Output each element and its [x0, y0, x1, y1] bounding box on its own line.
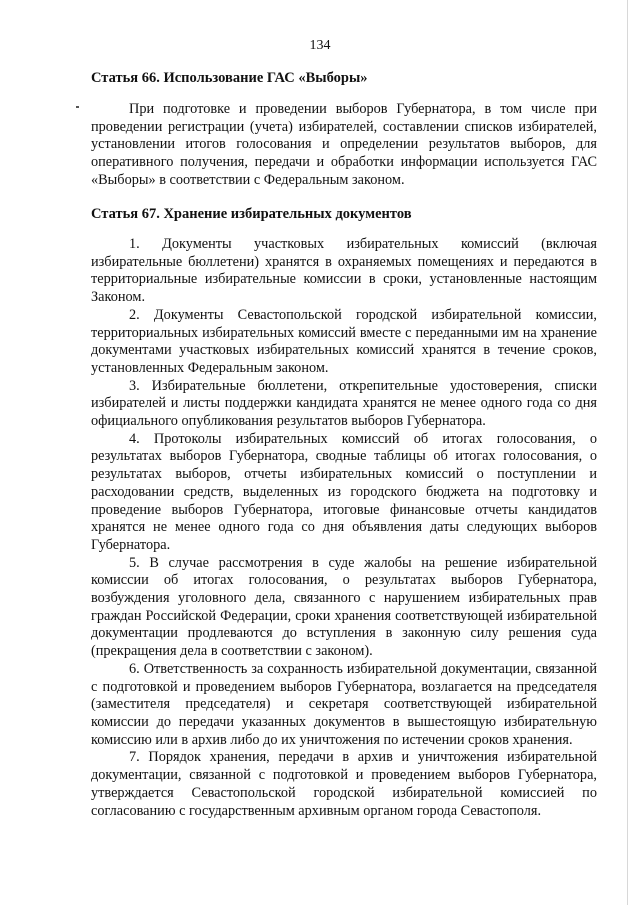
article-67-paragraph-7: 7. Порядок хранения, передачи в архив и уничтожения избирательной документации, связанной с подготовкой и проведением выборов Губернатора, утверждается Севастопольской городской избирательной комиссией по согласованию с государственным архивным органом города Севастополя.: [91, 749, 597, 819]
page-number: 134: [309, 38, 331, 53]
article-67: [91, 206, 597, 820]
article-67-title: Статья 67. Хранение избирательных документов: [91, 206, 412, 222]
article-66-title: Статья 66. Использование ГАС «Выборы»: [91, 70, 368, 86]
page-edge-line: [627, 0, 628, 905]
article-66-paragraph: При подготовке и проведении выборов Губернатора, в том числе при проведении регистрации (учета) избирателей, составлении списков избирателей, установлении итогов голосования и определении результатов выборов, для оперативного получения, передачи и обработки информации используется ГАС «Выборы» в соответствии с Федеральным законом.: [91, 101, 597, 188]
article-67-paragraph-2: 2. Документы Севастопольской городской избирательной комиссии, территориальных избирательных комиссий вместе с переданными им на хранение документами участковых избирательных комиссий хранятся в течение сроков, установленных Федеральным законом.: [91, 306, 597, 376]
article-67-paragraph-5: 5. В случае рассмотрения в суде жалобы на решение избирательной комиссии об итогах голосования, о результатах выборов Губернатора, возбуждения уголовного дела, связанного с нарушением избирательных прав граждан Российской Федерации, сроки хранения соответствующей избирательной документации продлеваются до вступления в законную силу решения суда (прекращения дела в соответствии с законом).: [91, 554, 597, 660]
article-67-paragraph-4: 4. Протоколы избирательных комиссий об итогах голосования, о результатах выборов Губернатора, сводные таблицы об итогах голосования, о результатах выборов, отчеты избирательных комиссий о поступлении и расходовании средств, выделенных из городского бюджета на подготовку и проведение выборов Губернатора, итоговые финансовые отчеты кандидатов хранятся не менее одного года со дня объявления даты следующих выборов Губернатора.: [91, 430, 597, 553]
article-67-paragraph-3: 3. Избирательные бюллетени, открепительные удостоверения, списки избирателей и листы поддержки кандидата хранятся не менее одного года со дня официального опубликования результатов выборов Губернатора.: [91, 377, 597, 430]
article-67-paragraph-6: 6. Ответственность за сохранность избирательной документации, связанной с подготовкой и проведением выборов Губернатора, возлагается на председателя (заместителя председателя) и секретаря соответствующей избирательной комиссии до передачи указанных документов в вышестоящую избирательную комиссию или в архив либо до их уничтожения по истечении сроков хранения.: [91, 660, 597, 748]
article-67-paragraph-1: 1. Документы участковых избирательных комиссий (включая избирательные бюллетени) хранятся в охраняемых помещениях и передаются в территориальные избирательные комиссии в сроки, установленные настоящим Законом.: [91, 236, 597, 306]
article-66: [91, 70, 597, 190]
scan-artifact: [76, 106, 79, 108]
